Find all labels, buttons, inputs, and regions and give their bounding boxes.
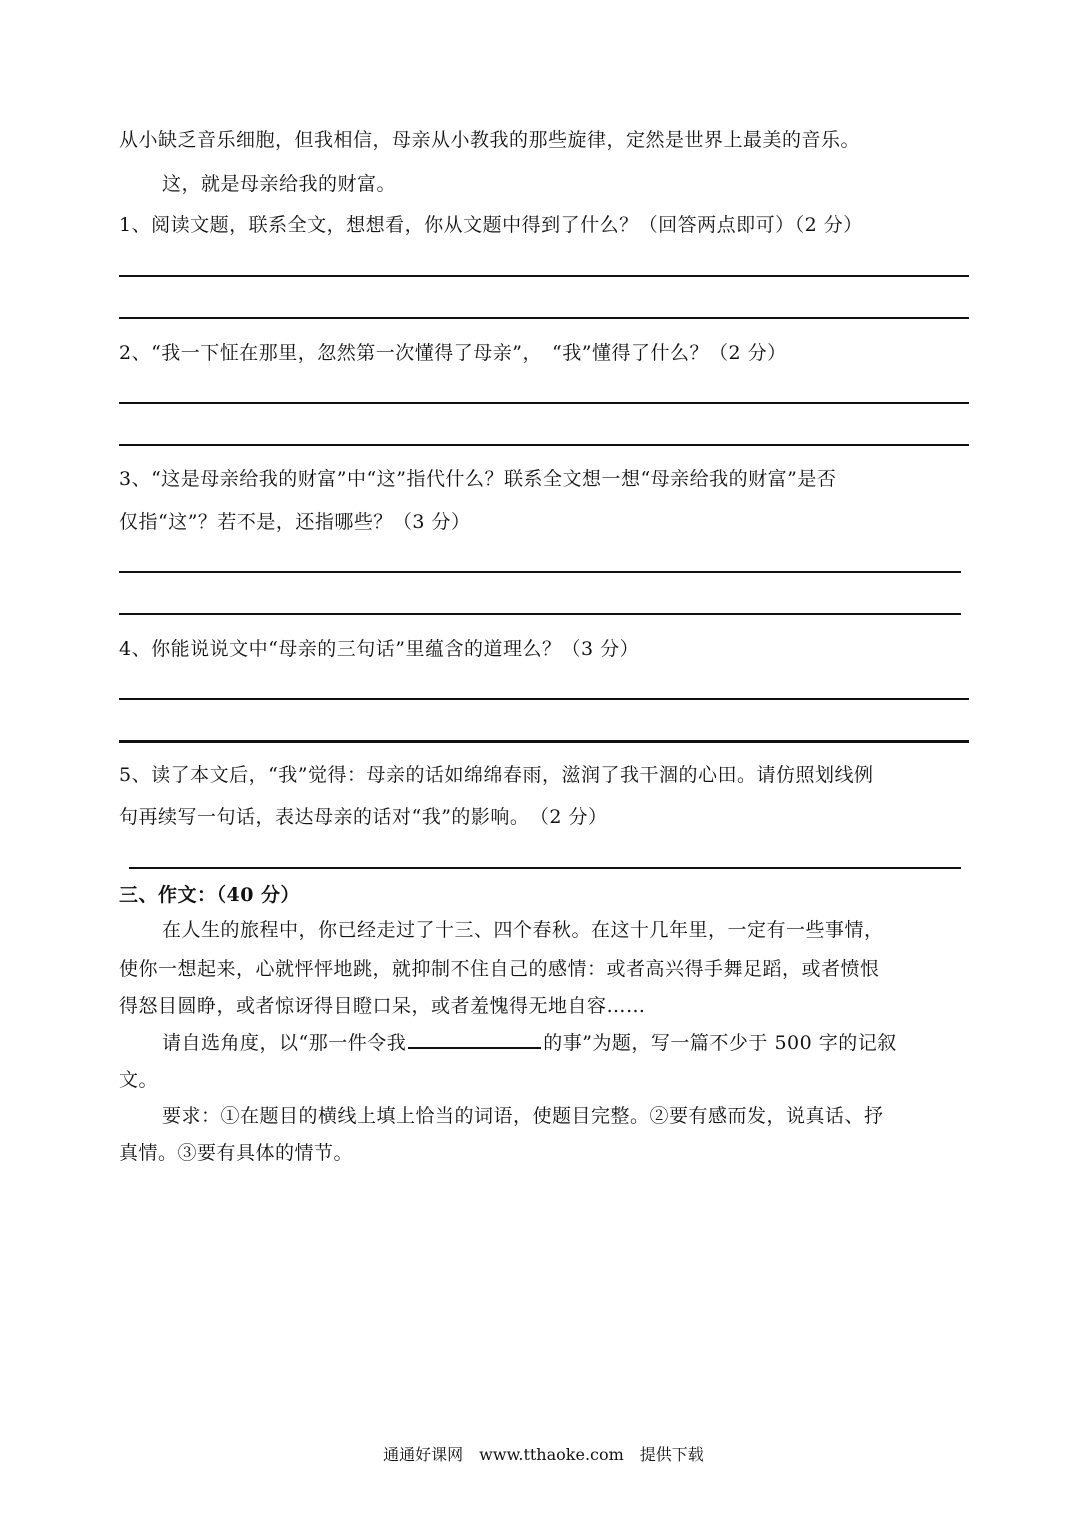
composition-prompt-before: 请自选角度，以“那一件令我	[162, 1032, 407, 1054]
answer-line-4b	[119, 740, 969, 743]
passage-line-2: 这，就是母亲给我的财富。	[162, 173, 397, 195]
question-3-line-1: 3、“这是母亲给我的财富”中“这”指代什么？联系全文想一想“母亲给我的财富”是否	[119, 468, 837, 490]
answer-line-5	[129, 867, 961, 869]
answer-line-3a	[119, 571, 961, 573]
question-4: 4、你能说说文中“母亲的三句话”里蕴含的道理么？（3 分）	[119, 638, 640, 660]
composition-para1-line3: 得怒目圆睁，或者惊讶得目瞪口呆，或者羞愧得无地自容……	[119, 995, 646, 1017]
answer-line-1a	[119, 275, 969, 277]
page-footer: 通通好课网 www.tthaoke.com 提供下载	[383, 1445, 704, 1464]
question-2: 2、“我一下怔在那里，忽然第一次懂得了母亲”， “我”懂得了什么？（2 分）	[119, 342, 787, 364]
question-3-line-2: 仅指“这”？若不是，还指哪些？（3 分）	[119, 511, 471, 533]
composition-prompt-after: 的事”为题，写一篇不少于 500 字的记叙	[543, 1032, 897, 1054]
passage-line-1: 从小缺乏音乐细胞，但我相信，母亲从小教我的那些旋律，定然是世界上最美的音乐。	[119, 129, 861, 151]
question-5-line-1: 5、读了本文后，“我”觉得：母亲的话如绵绵春雨，滋润了我干涸的心田。请仿照划线例	[119, 764, 874, 786]
composition-requirements-line2: 真情。③要有具体的情节。	[119, 1142, 354, 1164]
composition-para2-line2: 文。	[119, 1069, 159, 1091]
answer-line-4a	[119, 698, 969, 700]
answer-line-3b	[119, 613, 961, 615]
question-5-line-2: 句再续写一句话，表达母亲的话对“我”的影响。 （2 分）	[119, 806, 608, 828]
answer-line-1b	[119, 317, 969, 319]
answer-line-2a	[119, 402, 969, 404]
question-1: 1、阅读文题，联系全文，想想看，你从文题中得到了什么？（回答两点即可）（2 分）	[119, 214, 863, 236]
composition-heading: 三、作文：（40 分）	[119, 884, 301, 906]
title-blank	[408, 1029, 541, 1049]
composition-requirements-line1: 要求：①在题目的横线上填上恰当的词语，使题目完整。②要有感而发，说真话、抒	[162, 1105, 884, 1127]
composition-para1-line2: 使你一想起来，心就怦怦地跳，就抑制不住自己的感情：或者高兴得手舞足蹈，或者愤恨	[119, 958, 880, 980]
composition-para2-line1	[162, 1029, 897, 1056]
composition-para1-line1: 在人生的旅程中，你已经走过了十三、四个春秋。在这十几年里，一定有一些事情，	[162, 919, 884, 941]
answer-line-2b	[119, 444, 969, 446]
